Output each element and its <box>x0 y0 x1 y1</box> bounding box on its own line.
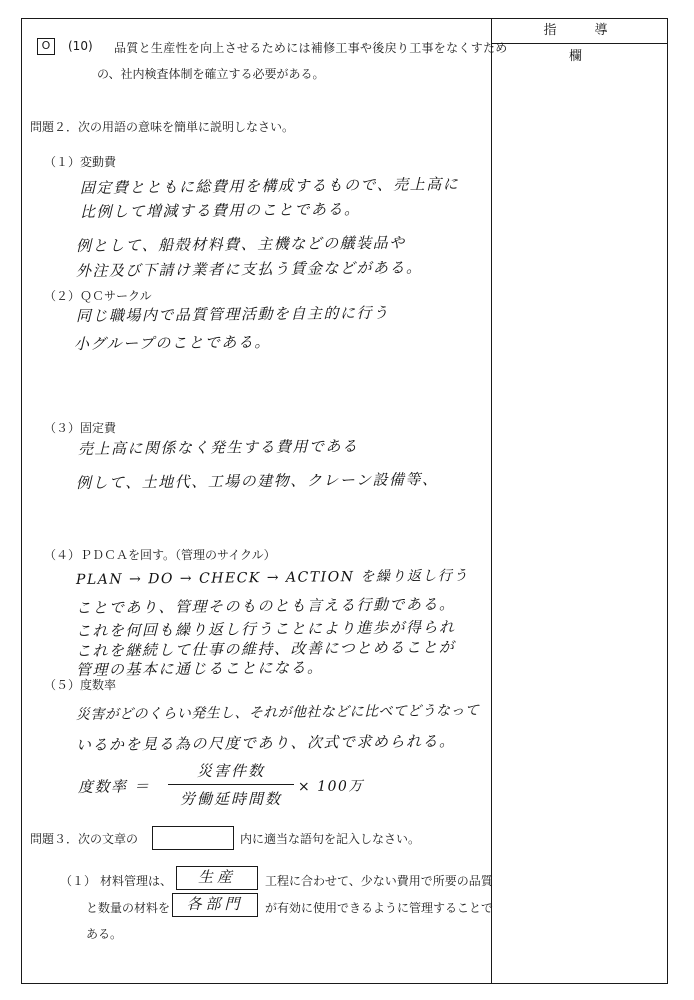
problem-3-title-after: 内に適当な語句を記入しなさい。 <box>240 832 421 846</box>
item-3-label: （３）固定費 <box>44 421 117 435</box>
item-5-answer-line-1: 災害がどのくらい発生し、それが他社などに比べてどうなって <box>75 702 480 723</box>
item-3-answer-line-1: 売上高に関係なく発生する費用である <box>77 437 359 458</box>
fraction-bar <box>168 784 294 785</box>
item-4-answer-line-5: 管理の基本に通じることになる。 <box>75 658 324 679</box>
problem-3-blank-example <box>152 826 234 850</box>
q10-line-2: の、社内検査体制を確立する必要がある。 <box>97 67 325 81</box>
formula-multiplier: × 100万 <box>297 778 364 795</box>
q10-number: (10) <box>68 39 93 53</box>
item-4-answer-line-3: これを何回も繰り返し行うことにより進歩が得られ <box>75 618 456 640</box>
formula-lhs: 度数率 ＝ <box>77 777 151 796</box>
item-2-answer-line-2: 小グループのことである。 <box>73 332 271 353</box>
item-2-label: （２）ＱＣサークル <box>44 289 152 303</box>
item-1-answer-line-2: 比例して増減する費用のことである。 <box>79 200 361 221</box>
q10-mark-box: O <box>37 38 55 55</box>
problem-3-item-number: （１） <box>60 874 97 888</box>
problem-3-seg-1: 材料管理は、 <box>100 874 173 888</box>
item-1-label: （１）変動費 <box>44 155 117 169</box>
problem-3-seg-5: ある。 <box>86 927 123 941</box>
item-2-answer-line-1: 同じ職場内で品質管理活動を自主的に行う <box>75 303 390 325</box>
problem-3-answer-box-1: 生産 <box>176 866 258 890</box>
item-4-answer-line-2: ことであり、管理そのものとも言える行動である。 <box>75 595 456 617</box>
problem-3-seg-4: が有効に使用できるように管理することで <box>265 901 494 915</box>
item-4-answer-line-1: PLAN → DO → CHECK → ACTION を繰り返し行う <box>75 567 469 588</box>
problem-3-seg-3: と数量の材料を <box>86 901 171 915</box>
formula-fraction <box>168 760 294 809</box>
problem-3-answer-box-2: 各部門 <box>172 893 258 917</box>
formula-numerator: 災害件数 <box>196 762 265 780</box>
guidance-column-header: 指導欄 <box>491 18 668 44</box>
item-5-label: （５）度数率 <box>44 678 117 692</box>
item-5-answer-line-2: いるかを見る為の尺度であり、次式で求められる。 <box>75 732 456 754</box>
q10-line-1: 品質と生産性を向上させるためには補修工事や後戻り工事をなくすため <box>114 41 508 55</box>
problem-3-title-before: 問題３．次の文章の <box>30 832 139 846</box>
formula-denominator: 労働延時間数 <box>179 790 282 808</box>
guidance-column-divider <box>491 18 492 984</box>
problem-3-seg-2: 工程に合わせて、少ない費用で所要の品質 <box>265 874 493 888</box>
item-4-label: （４）ＰＤＣＡを回す。（管理のサイクル） <box>44 548 276 562</box>
item-1-answer-line-1: 固定費とともに総費用を構成するもので、売上高に <box>79 175 460 197</box>
item-1-answer-line-3: 例として、船殻材料費、主機などの艤装品や <box>75 233 406 255</box>
item-1-answer-line-4: 外注及び下請け業者に支払う賃金などがある。 <box>75 258 423 280</box>
item-4-answer-line-4: これを継続して仕事の維持、改善につとめることが <box>75 638 456 660</box>
item-3-answer-line-2: 例して、土地代、工場の建物、クレーン設備等、 <box>75 470 439 492</box>
problem-2-title: 問題２．次の用語の意味を簡単に説明しなさい。 <box>30 120 295 134</box>
